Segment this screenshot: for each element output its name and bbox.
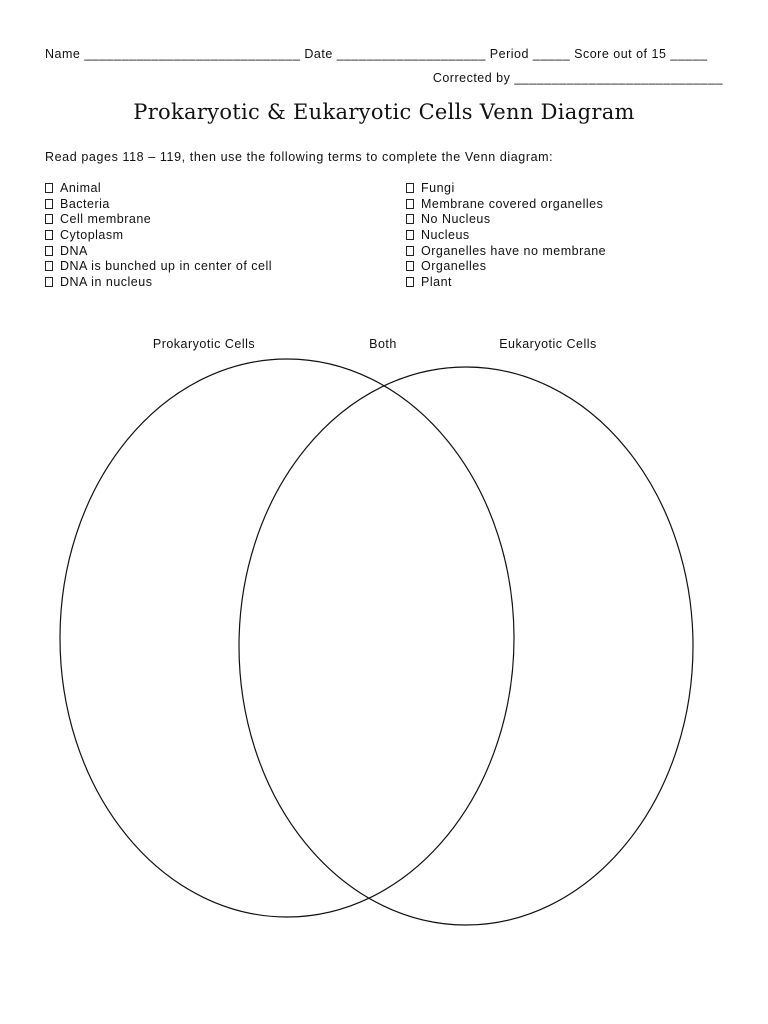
term-label: Cell membrane xyxy=(60,212,152,227)
prokaryotic-cells-label: Prokaryotic Cells xyxy=(152,337,256,351)
term-label: DNA is bunched up in center of cell xyxy=(60,259,273,274)
term-label: Membrane covered organelles xyxy=(421,196,604,211)
term-label: DNA in nucleus xyxy=(60,275,153,290)
worksheet-title: Prokaryotic & Eukaryotic Cells Venn Diagram xyxy=(133,100,635,124)
term-label: Nucleus xyxy=(421,228,470,243)
prokaryotic-circle xyxy=(60,359,514,917)
term-label: Bacteria xyxy=(60,196,110,211)
eukaryotic-cells-label: Eukaryotic Cells xyxy=(499,337,597,351)
term-label: DNA xyxy=(60,243,88,258)
term-label: Animal xyxy=(60,181,102,195)
term-label: Organelles have no membrane xyxy=(421,243,607,258)
term-label: Plant xyxy=(421,275,452,290)
term-label: Fungi xyxy=(421,181,455,195)
instructions: Read pages 118 – 119, then use the following terms to complete the Venn diagram: xyxy=(45,150,554,164)
corrected-by-line: Corrected by ____________________________ xyxy=(432,71,723,85)
term-label: Cytoplasm xyxy=(60,228,124,243)
eukaryotic-circle xyxy=(239,367,693,925)
term-label: Organelles xyxy=(421,259,487,274)
student-info-line: Name _____________________________ Date ____________________ Period _____ Score out of 15 _____ xyxy=(45,47,708,61)
both-label: Both xyxy=(369,337,397,351)
term-label: No Nucleus xyxy=(421,212,491,227)
